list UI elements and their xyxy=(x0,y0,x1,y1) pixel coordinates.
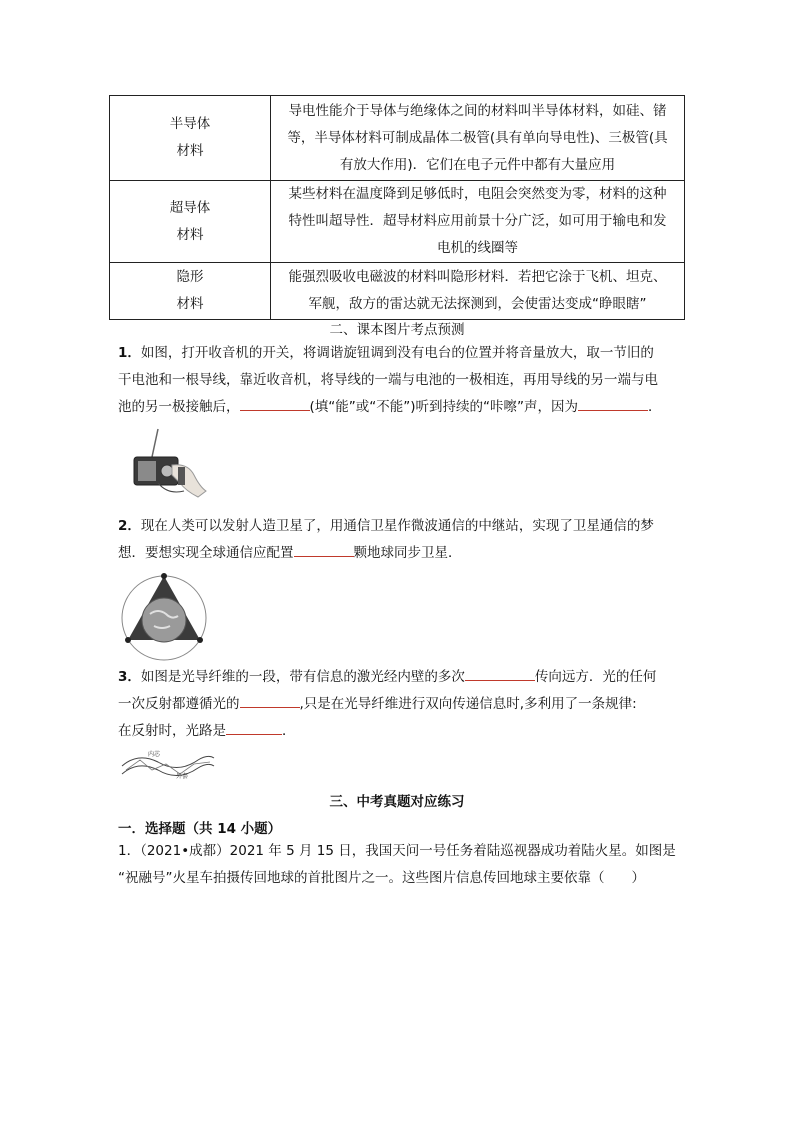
material-name-cell xyxy=(110,263,271,320)
outer-cladding-label: 外套 xyxy=(176,773,189,780)
question-line xyxy=(118,718,678,745)
section-heading: 二、课本图片考点预测 xyxy=(329,322,465,338)
satellite-icon xyxy=(125,637,131,643)
question-text: ． xyxy=(648,399,662,415)
question-line xyxy=(118,340,678,367)
question-number: 2． xyxy=(118,518,141,534)
question-number: 3． xyxy=(118,669,141,685)
material-desc-cell xyxy=(271,181,685,263)
material-desc-line: 导电性能介于导体与绝缘体之间的材料叫半导体材料，如硅、锗 xyxy=(288,102,667,119)
table-row xyxy=(110,96,685,181)
question-line xyxy=(118,513,678,540)
question-text: (填“能”或“不能”)听到持续的“咔嚓”声，因为 xyxy=(309,399,578,415)
question-text: 想．要想实现全球通信应配置 xyxy=(118,545,294,561)
antenna-icon xyxy=(152,429,158,457)
materials-table xyxy=(109,95,685,320)
optical-fiber-figure xyxy=(118,748,218,780)
question-line: 干电池和一根导线，靠近收音机，将导线的一端与电池的一极相连，再用导线的另一端与电 xyxy=(118,372,658,388)
question-text: 现在人类可以发射人造卫星了，用通信卫星作微波通信的中继站，实现了卫星通信的梦 xyxy=(140,518,654,534)
satellite-figure xyxy=(118,570,210,662)
battery-icon xyxy=(178,467,185,485)
table-row xyxy=(110,263,685,320)
material-name-cell xyxy=(110,96,271,181)
answer-blank[interactable] xyxy=(240,398,310,411)
tuning-knob-icon xyxy=(161,465,173,477)
radio-figure xyxy=(128,425,210,503)
answer-blank[interactable] xyxy=(578,398,648,411)
material-name: 半导体 xyxy=(169,116,211,132)
table-row xyxy=(110,181,685,263)
question-number: 1． xyxy=(118,345,141,361)
question-line xyxy=(118,691,678,718)
answer-blank[interactable] xyxy=(465,668,535,681)
material-desc-line: 某些材料在温度降到足够低时，电阻会突然变为零，材料的这种 xyxy=(288,186,667,202)
material-desc-cell xyxy=(271,96,685,181)
material-name: 材料 xyxy=(176,226,204,243)
exam-question-1 xyxy=(118,838,678,892)
satellite-icon xyxy=(161,573,167,579)
earth-icon xyxy=(142,598,186,642)
question-1 xyxy=(118,340,678,421)
answer-blank[interactable] xyxy=(240,695,300,708)
material-desc-line: 特性叫超导性．超导材料应用前景十分广泛，如可用于输电和发 xyxy=(288,213,667,229)
question-text: 如图，打开收音机的开关，将调谐旋钮调到没有电台的位置并将音量放大，取一节旧的 xyxy=(140,345,654,361)
material-name: 隐形 xyxy=(176,269,204,285)
question-line xyxy=(118,394,678,421)
material-desc-line: 等，半导体材料可制成晶体二极管(具有单向导电性)、三极管(具 xyxy=(287,129,668,146)
material-name-cell xyxy=(110,181,271,263)
question-text: 传向远方．光的任何 xyxy=(534,669,657,685)
question-line xyxy=(118,838,678,865)
subsection-heading: 一．选择题（共 14 小题） xyxy=(118,821,282,837)
answer-blank[interactable] xyxy=(294,544,354,557)
question-text: 在反射时，光路是 xyxy=(118,723,226,739)
question-number: 1． xyxy=(118,843,141,859)
material-desc-line: 能强烈吸收电磁波的材料叫隐形材料．若把它涂于飞机、坦克、 xyxy=(288,269,667,285)
question-text: 颗地球同步卫星． xyxy=(353,545,462,561)
question-line: “祝融号”火星车拍摄传回地球的首批图片之一。这些图片信息传回地球主要依靠（ ） xyxy=(118,870,645,886)
satellite-icon xyxy=(197,637,203,643)
question-text: ,只是在光导纤维进行双向传递信息时,多利用了一条规律: xyxy=(299,696,637,712)
speaker-icon xyxy=(138,461,156,481)
question-2 xyxy=(118,513,678,567)
light-path-icon xyxy=(126,760,210,774)
material-desc-line: 军舰，敌方的雷达就无法探测到，会使雷达变成“睁眼瞎” xyxy=(308,296,647,312)
material-desc-line: 有放大作用)．它们在电子元件中都有大量应用 xyxy=(339,156,616,173)
material-desc-cell xyxy=(271,263,685,320)
material-desc-line: 电机的线圈等 xyxy=(437,240,518,256)
question-line xyxy=(118,540,678,567)
answer-blank[interactable] xyxy=(226,722,282,735)
material-name: 超导体 xyxy=(169,199,211,216)
question-text: 池的另一极接触后， xyxy=(118,399,240,415)
inner-core-label: 内芯 xyxy=(148,751,161,758)
material-name: 材料 xyxy=(176,143,204,159)
question-line xyxy=(118,664,678,691)
question-text: 一次反射都遵循光的 xyxy=(118,696,240,712)
material-name: 材料 xyxy=(176,296,204,312)
question-text: ． xyxy=(282,723,296,739)
question-3 xyxy=(118,664,678,745)
section-heading: 三、中考真题对应练习 xyxy=(329,794,465,810)
question-text: （2021•成都）2021 年 5 月 15 日，我国天问一号任务着陆巡视器成功着陆火星。如图是 xyxy=(140,843,676,859)
question-text: 如图是光导纤维的一段，带有信息的激光经内壁的多次 xyxy=(140,669,465,685)
